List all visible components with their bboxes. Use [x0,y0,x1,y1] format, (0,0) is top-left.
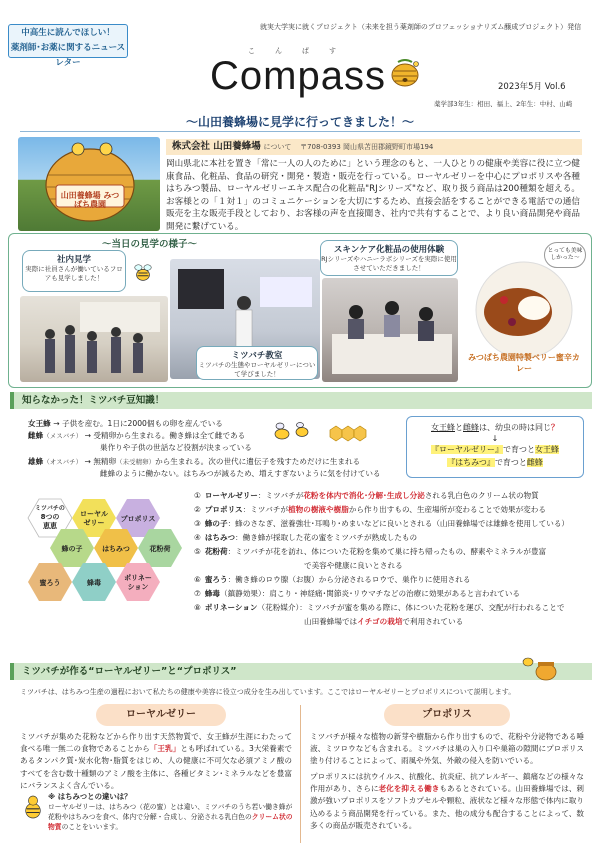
pro-text-2a: プロポリスには抗ウイルス、抗酸化、抗炎症、抗アレルギー、鎮痛などの様々な作用があり、さらに [310,772,584,794]
hex-title-1: ミツバチの [35,505,65,512]
blessing-number: ⑤ [194,547,201,556]
rj-highlight: 「王乳」 [149,744,181,754]
royal-jelly-text [20,731,292,792]
curry-caption: みつばち農園特製ベリー蜜辛カレー [468,353,580,373]
worker-line-1 [28,430,245,443]
rj-text-1: ミツバチが集めた花粉などから作り出す天然物質で、女王蜂が生涯にわたって食べる唯一無二の食物であることから [20,732,292,754]
blessing-item [194,503,594,517]
company-address: 〒708-0393 岡山県苫田郡鏡野町市場194 [300,143,434,151]
blessing-text: 山田養蜂場では [304,617,358,626]
headline-divider [20,131,580,132]
blessing-item [194,559,594,573]
blessing-item [194,615,594,629]
role-arrow: ↓ [491,434,499,443]
class-bubble [196,346,318,380]
propolis-text-2 [310,771,584,832]
blessing-highlight: 花粉を体内で消化･分解･生成し分泌 [303,491,425,500]
tour-bubble [22,250,126,292]
role-result-queen: 女王蜂 [534,445,559,454]
blessings-list [194,489,594,629]
blessing-text: ：働き蜂が採取した花の蜜をミツバチが熟成したもの [235,533,418,542]
honey-pot-icon [520,652,560,682]
tour-title: 社内見学 [56,255,91,265]
role-queen: 女王蜂 [431,423,455,432]
blessing-number: ① [194,491,201,500]
honey-difference-note [48,791,294,839]
role-grow-2: で育つと [494,458,527,467]
blessing-number: ⑦ [194,589,201,598]
blessing-rest: で利用されている [402,617,464,626]
blessing-rest: から作り出すもの、生産場所が変わることで効果が変わる [348,505,546,514]
hex-pollen-label: 花粉荷 [149,545,171,553]
hex-pollination-1: ポリネー [124,574,152,582]
blessing-number: ④ [194,533,201,542]
drone-text-1: → 無精卵 [84,457,117,466]
blessing-name: 花粉荷 [204,547,228,556]
tour-text: 実際に社員さんが働いているフロアも見学しました！ [25,265,123,282]
hex-title-2: 8つの [40,513,60,521]
hex-bee-larva-label: 蜂の子 [61,545,83,553]
class-text: ミツバチの生態やローヤルゼリーについて学びました！ [198,361,316,378]
worker-text-2: 巣作りや子供の世話など役割が決まっている [100,443,252,452]
role-honey: 『はちみつ』 [447,458,495,467]
blessing-text: で美容や健康に良いとされる [304,561,403,570]
blessing-rest: （山田養蜂場では雄蜂を使用している） [432,519,570,528]
role-same: は、幼虫の時は同じ [479,423,551,432]
company-description: 岡山県北に本社を置き「常に一人の人のために」という理念のもと、一人ひとりの健康や美容に役に立つ健康食品、化粧品、食品の研究・開発・製造・販売を行っている。ローヤルゼリーを中心にプロポリスや各種はちみつ製品、ローヤルゼリーエキス配合の化粧品"RJシリーズ"など、取り扱う商品は200種類を超える。お客様との「１対１」のコミュニケーションを大切にするため、直接会話をすることができる電話での通信販売を主な販売手段としており、お客様の声を直接聞き、社内で共有することで、より良い商品開発や商品開発に繋げている。 [166,159,580,232]
drone-text-1b: （未受精卵） [116,458,156,466]
blessing-number: ⑥ [194,575,201,584]
drone-line-1 [28,456,360,469]
rj-text-2: とも呼ばれている。3大栄養素であるタンパク質･炭水化物･脂質をはじめ、人の健康に不可欠な必須アミノ酸のすべてを含む数十種類のアミノ酸を主体に、各種ビタミン･ミネラルなどを豊富にバランスよく含んでいる。 [20,744,293,790]
bee-mascot-icon [132,262,154,284]
visit-title: ～当日の見学の様子～ [102,239,198,250]
trivia-section-title: 知らなかった！ミツバチ豆知識！ [10,392,592,409]
logo-ruby: こんぱす [248,47,356,55]
column-divider [300,705,301,843]
queen-text: → 子供を産む。1日に2000個もの卵を産んでいる [53,419,223,428]
blessing-rest: （お腹）から分泌されるロウで、巣作りに使用される [288,575,471,584]
blessing-text: ：ミツバチが [242,505,289,514]
blessing-item [194,545,594,559]
royal-jelly-heading: ローヤルゼリー [96,704,226,726]
blessing-text: ：ミツバチが花を訪れ、体についた花粉を集めて巣に持ち帰ったもの、酵素やミネラルが豊富 [227,547,547,556]
blessing-name: ポリネーション [204,603,258,612]
drone-text-2: 雌蜂のように働かない。はちみつが減るため、増えすぎないように気を付けている [100,469,381,478]
company-name: 株式会社 山田養蜂場 [172,141,261,152]
skin-bubble [320,240,458,276]
propolis-heading: プロポリス [384,704,510,726]
drone-label: 雄蜂 [28,457,44,466]
role-worker: 雌蜂 [463,423,479,432]
company-header [166,139,582,155]
role-question: ？ [551,423,559,432]
blessing-rest: される乳白色のクリーム状の物質 [424,491,539,500]
blessing-number: ② [194,505,201,514]
hex-royal-jelly-2: ゼリー [83,519,105,527]
role-result-worker: 雌蜂 [526,458,543,467]
blessing-name: 蜜ろう [204,575,228,584]
company-about: について [263,143,292,151]
blessing-text: （花粉媒介）：ミツバチが蜜を集める際に、体についた花粉を運び、交配が行われることで [257,603,565,612]
blessing-number: ③ [194,519,201,528]
skincare-photo [322,278,458,382]
blessing-highlight: 植物の樹液や樹脂 [288,505,349,514]
hex-propolis-label: プロポリス [120,515,156,523]
note-highlight: クリーム状の物質 [48,813,293,831]
blessing-name: ローヤルゼリー [204,491,258,500]
issue-number: 2023年5月 Vol.6 [498,82,566,92]
role-line-1 [407,417,583,434]
drone-text-1c: から生まれる。次の世代に遺伝子を残すためだけに生まれる [155,457,361,466]
role-line-3 [407,456,583,469]
curry-comment: とっても美味しかった～ [544,242,586,268]
role-box [406,416,584,478]
newsletter-logo: Compass [210,54,386,98]
main-headline: ～山田養蜂場に見学に行ってきました！～ [185,115,414,129]
blessing-item [194,587,594,601]
role-royal: 『ローヤルゼリー』 [431,445,503,454]
hex-pollination-2: ション [127,583,149,591]
tag-line-1: 中高生に読んでほしい！ [21,28,115,38]
bee-character-icon [22,794,44,820]
blessing-item [194,573,594,587]
role-and: と [455,423,463,432]
worker-text-1: → 受精卵から生まれる。働き蜂は全て雌である [84,431,246,440]
company-sign-photo [18,137,160,231]
sign-text: 山田養蜂場 みつばち農園 [60,191,120,209]
blessing-number: ⑧ [194,603,201,612]
beehive-icon [388,58,422,88]
role-line-2 [407,443,583,456]
blessing-name: 蜂毒 [204,589,220,598]
blessing-text: ：ミツバチが [257,491,304,500]
role-grow-1: で育つと [502,445,535,454]
note-title: ※ はちみつとの違いは？ [48,792,132,801]
class-title: ミツバチ教室 [231,351,283,361]
skin-title: スキンケア化粧品の使用体験 [333,245,445,255]
blessing-item [194,489,594,503]
hex-venom-label: 蜂毒 [87,579,101,587]
bees-and-honeycomb-icon [272,416,372,450]
skin-text: RJシリーズやハニーラボシリーズを実際に使用させていただきました！ [321,255,457,272]
blessing-name: はちみつ [204,533,236,542]
hex-royal-jelly-1: ローヤル [80,510,108,518]
authors: 薬学部3年生：相田、福上、2年生：中村、山崎 [434,100,573,108]
blessing-text: ：働き蜂のロウ腺 [227,575,289,584]
hex-pollination [116,563,160,601]
eight-blessings-hex-grid [10,488,196,628]
tag-line-2: 薬剤師･お薬に関するニュースレター [10,43,126,68]
note-text-2: のことをいいます。 [61,823,123,831]
blessing-name: 蜂の子 [204,519,228,528]
note-body [48,802,294,832]
pro-text-2b: もあるとされている。山田養蜂場では、刺激が強いプロポリスをソフトカプセルや顆粒、液状など様々な形態で体内に取り込めるよう商品開発を行っている。また、他の成分も配合することによって、数多くの商品が販売されている。 [310,784,585,830]
curry-photo [460,240,588,384]
audience-tag [8,24,128,68]
blessing-text: （鎮静効果）：肩こり・神経痛･関節炎･リウマチなどの治療に効果があると言われている [220,589,520,598]
blessing-item [194,517,594,531]
hex-honey-label: はちみつ [102,545,130,553]
hex-beeswax-label: 蜜ろう [39,579,61,587]
queen-label: 女王蜂 [28,419,51,428]
blessing-text: ：蜂のさなぎ、滋養強壮･耳鳴り･めまいなどに良いとされる [227,519,433,528]
project-credit: 就実大学実に就くプロジェクト（未来を担う薬剤師のプロフェッショナリズム醸成プロジェクト）発信 [260,23,582,31]
office-tour-photo [20,296,168,382]
pro-highlight: 老化を抑える働き [378,784,440,794]
blessing-item [194,531,594,545]
dual-section-title: ミツバチが作る“ローヤルゼリー”と“プロポリス” [10,663,592,680]
blessing-item [194,601,594,615]
dual-intro: ミツバチは、はちみつ生産の過程において私たちの健康や美容に役立つ成分を生み出しています。ここではローヤルゼリーとプロポリスについて説明します。 [20,688,516,696]
propolis-text-1: ミツバチが様々な植物の新芽や樹脂から作り出すもので、花粉や分泌物である唾液、ミツロウなども含まれる。ミツバチは巣の入り口や巣箱の隙間にプロポリス塗り付けることによって、雨風や外気、外敵の侵入を防いでいる。 [310,732,584,766]
blessing-name: プロポリス [204,505,243,514]
queen-line [28,418,223,430]
note-text-1: ローヤルゼリーは、はちみつ（花の蜜）とは違い、ミツバチのうち若い働き蜂が花粉やはちみつを食べ、体内で分解・合成し、分泌される乳白色の [48,803,293,821]
worker-label: 雌蜂 [28,431,44,440]
hex-title-3: 恵恵 [43,522,57,530]
blessing-highlight: イチゴの栽培 [357,617,403,626]
drone-sub: （オスバチ） [43,458,83,466]
worker-sub: （メスバチ） [43,432,83,440]
